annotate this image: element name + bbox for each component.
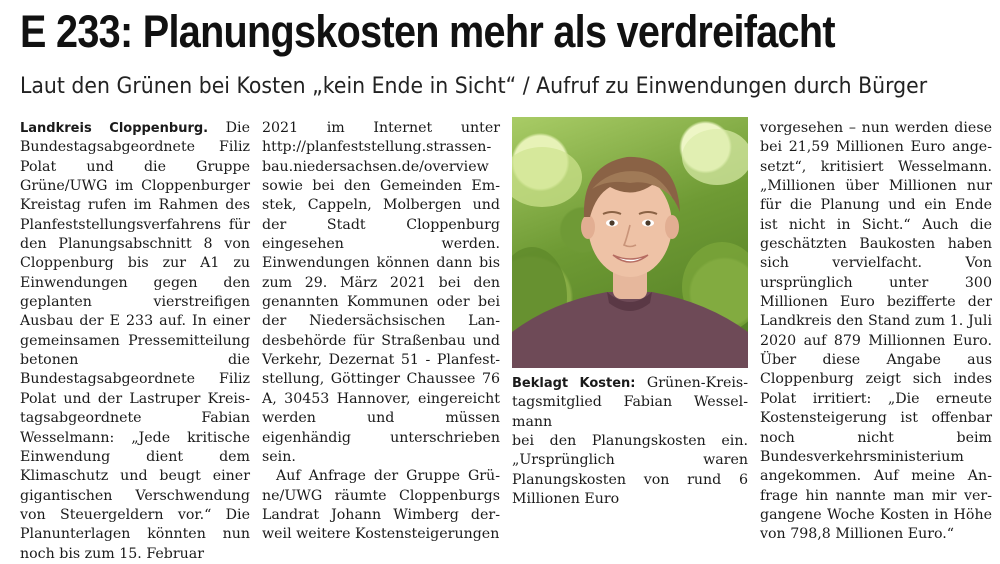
portrait-illustration [512, 117, 748, 368]
article-column-4 [760, 119, 992, 545]
article-column-2 [262, 119, 500, 545]
headline: E 233: Planungskosten mehr als verdreifacht [20, 6, 835, 57]
article-column-3 [512, 119, 748, 509]
photo-caption [512, 374, 748, 432]
paragraph: Auf Anfrage der Gruppe Grüne/UWG räumte Cloppenburgs Landrat Johann Wimberg derweil weitere Kostensteigerungen [262, 468, 500, 543]
caption-label: Beklagt Kosten: [512, 376, 636, 391]
paragraph [20, 119, 250, 564]
subheadline: Laut den Grünen bei Kosten „kein Ende in Sicht“ / Aufruf zu Einwendungen durch Bürger [20, 74, 928, 99]
paragraph-text: Die Bundestagsabgeordnete Filiz Polat und die Gruppe Grüne/UWG im Cloppenburger Kreistag rufen im Rahmen des Planfeststellungsverfahrens für den Planungsabschnitt 8 von Cloppenburg bis zur A1 zu Einwendungen gegen den geplanten vierstreifigen Ausbau der E 233 auf. In einer gemeinsamen Pressemitteilung betonen die Bundestagsabgeordnete Filiz Polat und der Lastruper Kreistagsabgeordnete Fabian Wesselmann: „Jede kritische Einwendung dient dem Klimaschutz und beugt einer gigantischen Verschwendung von Steuergeldern vor.“ Die Planunterlagen könnten nun noch bis zum 15. Februar [20, 120, 250, 562]
paragraph: 2021 im Internet unter http://planfeststellung.strassenbau.niedersachsen.de/overview sowie bei den Gemeinden Emstek, Cappeln, Molbergen und der Stadt Cloppenburg eingesehen werden. Einwendungen können dann bis zum 29. März 2021 bei den genannten Kommunen oder bei der Niedersächsischen Landesbehörde für Straßenbau und Verkehr, Dezernat 51 - Planfeststellung, Göttinger Chaussee 76 A, 30453 Hannover, eingereicht werden und müssen eigenhändig unterschrieben sein. [262, 120, 500, 465]
portrait-photo [512, 117, 748, 368]
dateline: Landkreis Cloppenburg. [20, 121, 209, 136]
article-column-1 [20, 119, 250, 564]
caption-text: Grünen-Kreistagsmitglied Fabian Wesselmann [512, 375, 748, 430]
paragraph: vorgesehen – nun werden diese bei 21,59 Millionen Euro angesetzt“, kritisiert Wesselmann. „Millionen über Millionen nur für die Planung und ein Ende ist nicht in Sicht.“ Auch die geschätzten Baukosten haben sich vervielfacht. Von ursprünglich unter 300 Millionen Euro bezifferte der Landkreis den Stand zum 1. Juli 2020 auf 879 Millionnen Euro. Über diese Angabe aus Cloppenburg zeigt sich indes Polat irritiert: „Die erneute Kostensteigerung ist offenbar noch nicht beim Bundesverkehrsministerium angekommen. Auf meine Anfrage hin nannte man mir vergangene Woche Kosten in Höhe von 798,8 Millionen Euro.“ [760, 120, 992, 543]
paragraph: bei den Planungskosten ein. „Ursprünglich waren Planungskosten von rund 6 Millionen Euro [512, 433, 748, 508]
